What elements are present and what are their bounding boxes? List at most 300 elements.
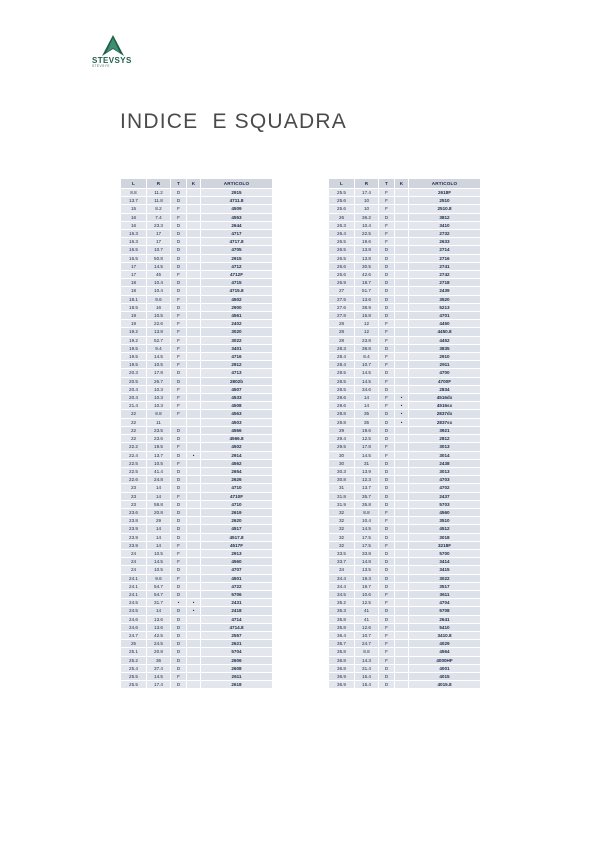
- cell-value: 15.8: [355, 312, 379, 320]
- cell-articolo: 4001: [409, 664, 481, 672]
- cell-value: 28: [329, 320, 355, 328]
- cell-value: [187, 410, 201, 418]
- cell-value: D: [171, 476, 187, 484]
- cell-articolo: 2402: [201, 320, 273, 328]
- cell-value: 10.5: [147, 361, 171, 369]
- cell-value: [187, 492, 201, 500]
- cell-value: [187, 476, 201, 484]
- cell-value: F: [379, 402, 395, 410]
- table-row: [329, 230, 481, 238]
- cell-value: 17: [121, 271, 147, 279]
- cell-articolo: 4717.8: [201, 238, 273, 246]
- cell-value: 16.5: [121, 246, 147, 254]
- cell-value: D: [171, 533, 187, 541]
- cell-value: 19.5: [147, 443, 171, 451]
- cell-value: [187, 656, 201, 664]
- table-row: [121, 549, 273, 557]
- cell-value: 33.8: [355, 549, 379, 557]
- cell-value: F: [379, 631, 395, 639]
- cell-articolo: 3517: [409, 582, 481, 590]
- table-row: [121, 681, 273, 689]
- cell-articolo: 2510.8: [409, 205, 481, 213]
- cell-value: [395, 271, 409, 279]
- cell-value: D: [379, 279, 395, 287]
- cell-value: F: [379, 221, 395, 229]
- cell-articolo: 2837dx: [409, 410, 481, 418]
- cell-value: 14: [147, 541, 171, 549]
- cell-value: [395, 525, 409, 533]
- cell-value: F: [379, 353, 395, 361]
- cell-value: 13.7: [121, 197, 147, 205]
- cell-articolo: 2510: [409, 197, 481, 205]
- cell-value: 35.3: [329, 607, 355, 615]
- cell-value: [395, 189, 409, 197]
- cell-value: D: [379, 672, 395, 680]
- table-row: [121, 254, 273, 262]
- cell-articolo: 4562: [201, 459, 273, 467]
- cell-value: 13.8: [147, 328, 171, 336]
- cell-value: 9.6: [147, 295, 171, 303]
- cell-value: [395, 205, 409, 213]
- cell-value: [187, 664, 201, 672]
- table-row: [121, 500, 273, 508]
- cell-value: 12.5: [355, 599, 379, 607]
- cell-value: F: [379, 230, 395, 238]
- table-row: [329, 361, 481, 369]
- table-row: [121, 377, 273, 385]
- table-row: [121, 648, 273, 656]
- cell-value: [395, 287, 409, 295]
- table-row: [121, 631, 273, 639]
- cell-value: •: [395, 418, 409, 426]
- table-row: [329, 517, 481, 525]
- cell-articolo: 3401: [201, 344, 273, 352]
- table-row: [121, 303, 273, 311]
- table-row: [121, 189, 273, 197]
- cell-value: 26.3: [329, 221, 355, 229]
- cell-articolo: 2641: [409, 615, 481, 623]
- cell-value: 31.8: [329, 492, 355, 500]
- table-row: [121, 484, 273, 492]
- table-row: [121, 558, 273, 566]
- index-table-right: [328, 178, 480, 689]
- cell-articolo: 4512: [409, 525, 481, 533]
- table-row: [121, 451, 273, 459]
- cell-value: 24: [121, 558, 147, 566]
- cell-value: [395, 599, 409, 607]
- cell-value: 28.5: [329, 377, 355, 385]
- cell-value: D: [171, 230, 187, 238]
- cell-value: D: [379, 287, 395, 295]
- cell-value: 26.7: [147, 377, 171, 385]
- cell-value: D: [379, 385, 395, 393]
- cell-articolo: 2732: [409, 230, 481, 238]
- cell-value: 14: [355, 402, 379, 410]
- cell-value: 14: [147, 484, 171, 492]
- cell-value: D: [171, 500, 187, 508]
- cell-articolo: 2802b: [201, 377, 273, 385]
- table-row: [329, 246, 481, 254]
- table-row: [329, 566, 481, 574]
- cell-articolo: 4502: [201, 295, 273, 303]
- cell-value: 23.8: [355, 336, 379, 344]
- cell-articolo: 4714.8: [201, 623, 273, 631]
- cell-value: F: [171, 312, 187, 320]
- table-row: [329, 549, 481, 557]
- cell-value: [187, 254, 201, 262]
- cell-value: D: [171, 303, 187, 311]
- cell-value: D: [379, 549, 395, 557]
- table-header-row: [329, 179, 481, 189]
- cell-value: D: [379, 476, 395, 484]
- table-row: [121, 467, 273, 475]
- cell-value: [395, 197, 409, 205]
- cell-value: 17.8: [355, 443, 379, 451]
- table-row: [329, 541, 481, 549]
- cell-articolo: 4015: [409, 672, 481, 680]
- cell-value: F: [171, 541, 187, 549]
- cell-value: F: [379, 599, 395, 607]
- logo-tagline: STEVSYS: [92, 64, 110, 68]
- cell-value: [187, 459, 201, 467]
- table-row: [329, 525, 481, 533]
- table-row: [329, 328, 481, 336]
- cell-value: [187, 623, 201, 631]
- table-row: [121, 426, 273, 434]
- cell-value: 10.4: [355, 221, 379, 229]
- cell-articolo: 2912: [201, 361, 273, 369]
- table-row: [329, 681, 481, 689]
- cell-value: 25.5: [121, 681, 147, 689]
- cell-value: 27.6: [329, 303, 355, 311]
- cell-value: 22: [121, 410, 147, 418]
- cell-value: F: [171, 295, 187, 303]
- cell-value: 13.6: [147, 623, 171, 631]
- cell-value: 51.7: [355, 287, 379, 295]
- cell-value: 24.7: [121, 631, 147, 639]
- cell-articolo: 2418: [201, 607, 273, 615]
- cell-articolo: 2910: [409, 353, 481, 361]
- cell-value: D: [379, 418, 395, 426]
- table-row: [121, 582, 273, 590]
- cell-value: [187, 484, 201, 492]
- cell-value: 22.4: [121, 451, 147, 459]
- table-row: [329, 656, 481, 664]
- cell-value: F: [379, 197, 395, 205]
- cell-value: [395, 238, 409, 246]
- cell-value: D: [171, 664, 187, 672]
- cell-value: D: [379, 426, 395, 434]
- cell-value: [187, 246, 201, 254]
- cell-articolo: 2834: [409, 385, 481, 393]
- table-row: [329, 344, 481, 352]
- cell-value: 12: [355, 320, 379, 328]
- cell-value: 10.3: [147, 402, 171, 410]
- cell-value: 10.4: [355, 517, 379, 525]
- cell-value: 22: [121, 418, 147, 426]
- cell-articolo: 2633: [409, 238, 481, 246]
- cell-value: 31.7: [147, 599, 171, 607]
- cell-value: [187, 328, 201, 336]
- cell-value: 22.5: [355, 230, 379, 238]
- cell-value: 52.7: [147, 336, 171, 344]
- table-row: [121, 197, 273, 205]
- cell-articolo: 2644: [201, 221, 273, 229]
- table-row: [329, 664, 481, 672]
- cell-value: 16: [121, 221, 147, 229]
- cell-value: [395, 484, 409, 492]
- table-row: [329, 492, 481, 500]
- cell-value: 41: [355, 615, 379, 623]
- cell-value: [395, 353, 409, 361]
- cell-value: 13.7: [355, 484, 379, 492]
- cell-articolo: 4707: [201, 566, 273, 574]
- cell-value: 27.8: [329, 312, 355, 320]
- cell-value: 23.3: [147, 221, 171, 229]
- cell-value: 14.5: [355, 377, 379, 385]
- cell-value: D: [171, 590, 187, 598]
- cell-value: D: [171, 508, 187, 516]
- cell-value: [187, 574, 201, 582]
- cell-value: D: [171, 566, 187, 574]
- cell-value: F: [171, 492, 187, 500]
- cell-value: D: [171, 517, 187, 525]
- cell-value: F: [379, 238, 395, 246]
- table-row: [329, 197, 481, 205]
- cell-value: 42.6: [355, 271, 379, 279]
- cell-value: [187, 238, 201, 246]
- cell-articolo: 4560: [201, 558, 273, 566]
- cell-articolo: 4509: [201, 205, 273, 213]
- cell-articolo: 4560: [409, 508, 481, 516]
- table-row: [121, 656, 273, 664]
- cell-articolo: 4702: [409, 484, 481, 492]
- cell-value: 24.1: [121, 574, 147, 582]
- cell-value: •: [171, 599, 187, 607]
- cell-value: [187, 648, 201, 656]
- cell-value: 14.3: [355, 656, 379, 664]
- cell-value: 14.5: [355, 369, 379, 377]
- logo-mark-icon: [100, 34, 126, 58]
- cell-value: 38.8: [355, 344, 379, 352]
- cell-value: 20.8: [147, 508, 171, 516]
- cell-value: 23.6: [121, 508, 147, 516]
- cell-value: 8.8: [147, 410, 171, 418]
- cell-value: [187, 353, 201, 361]
- cell-articolo: 5700: [409, 549, 481, 557]
- cell-value: [395, 508, 409, 516]
- column-header-r: R: [355, 179, 379, 189]
- cell-value: 14.8: [355, 558, 379, 566]
- cell-value: 11: [147, 418, 171, 426]
- cell-articolo: 4508: [201, 402, 273, 410]
- table-row: [329, 443, 481, 451]
- table-row: [121, 541, 273, 549]
- cell-value: 24: [121, 549, 147, 557]
- cell-value: F: [379, 590, 395, 598]
- cell-value: 19.2: [121, 336, 147, 344]
- cell-value: D: [171, 262, 187, 270]
- page-title: INDICE E SQUADRA: [120, 110, 347, 133]
- cell-value: 35.8: [329, 648, 355, 656]
- cell-value: [395, 312, 409, 320]
- cell-articolo: 2621: [201, 640, 273, 648]
- cell-value: [171, 418, 187, 426]
- cell-value: 29: [147, 517, 171, 525]
- cell-value: D: [379, 681, 395, 689]
- cell-value: D: [379, 484, 395, 492]
- cell-articolo: 4450: [409, 320, 481, 328]
- cell-value: 19.5: [121, 353, 147, 361]
- cell-value: [395, 295, 409, 303]
- table-row: [329, 484, 481, 492]
- cell-value: [395, 230, 409, 238]
- cell-articolo: 4000HF: [409, 656, 481, 664]
- cell-value: 16: [121, 213, 147, 221]
- cell-value: [395, 467, 409, 475]
- cell-value: 13.9: [355, 467, 379, 475]
- cell-value: 28.4: [329, 353, 355, 361]
- cell-value: [187, 205, 201, 213]
- cell-value: [187, 320, 201, 328]
- table-row: [329, 435, 481, 443]
- cell-value: 32: [329, 541, 355, 549]
- table-row: [329, 582, 481, 590]
- cell-value: 13.7: [147, 451, 171, 459]
- cell-value: D: [379, 213, 395, 221]
- cell-articolo: 4517: [201, 525, 273, 533]
- cell-value: [395, 582, 409, 590]
- cell-articolo: 2716: [409, 254, 481, 262]
- cell-value: [187, 197, 201, 205]
- cell-articolo: 4553: [201, 213, 273, 221]
- cell-value: 28.5: [329, 369, 355, 377]
- cell-value: F: [379, 656, 395, 664]
- cell-value: [395, 541, 409, 549]
- cell-articolo: 4705: [201, 246, 273, 254]
- cell-value: 28.8: [329, 418, 355, 426]
- cell-value: 11.8: [147, 197, 171, 205]
- cell-value: [187, 402, 201, 410]
- table-row: [329, 385, 481, 393]
- cell-value: [395, 262, 409, 270]
- table-row: [121, 353, 273, 361]
- table-row: [329, 279, 481, 287]
- cell-articolo: 2620: [201, 517, 273, 525]
- cell-value: 12: [355, 328, 379, 336]
- cell-value: 30.3: [329, 467, 355, 475]
- column-header-l: L: [121, 179, 147, 189]
- cell-value: 24.8: [147, 476, 171, 484]
- cell-value: [395, 492, 409, 500]
- cell-value: 41: [355, 607, 379, 615]
- cell-value: D: [171, 279, 187, 287]
- cell-value: D: [379, 312, 395, 320]
- cell-value: 29.4: [329, 435, 355, 443]
- cell-articolo: 2714: [409, 246, 481, 254]
- cell-value: F: [379, 640, 395, 648]
- cell-value: F: [379, 336, 395, 344]
- cell-value: 28: [329, 328, 355, 336]
- cell-value: [395, 574, 409, 582]
- cell-articolo: 3415: [409, 566, 481, 574]
- cell-value: •: [187, 451, 201, 459]
- cell-value: 26.5: [329, 238, 355, 246]
- cell-value: D: [379, 262, 395, 270]
- cell-value: F: [171, 385, 187, 393]
- cell-value: [187, 377, 201, 385]
- cell-value: [187, 615, 201, 623]
- cell-articolo: 4701: [409, 312, 481, 320]
- cell-value: [187, 582, 201, 590]
- cell-value: [187, 279, 201, 287]
- cell-value: 25: [121, 640, 147, 648]
- cell-articolo: 2619: [201, 508, 273, 516]
- cell-value: D: [379, 254, 395, 262]
- cell-value: 17.5: [355, 541, 379, 549]
- cell-value: D: [379, 467, 395, 475]
- cell-articolo: 4715.8: [201, 287, 273, 295]
- cell-value: [187, 672, 201, 680]
- cell-value: 32: [329, 525, 355, 533]
- cell-articolo: 2900: [201, 303, 273, 311]
- cell-value: 17.5: [355, 533, 379, 541]
- cell-value: 34.4: [329, 582, 355, 590]
- cell-value: 35.7: [355, 492, 379, 500]
- cell-value: D: [171, 615, 187, 623]
- cell-value: 10.7: [147, 246, 171, 254]
- table-row: [329, 295, 481, 303]
- cell-value: D: [379, 369, 395, 377]
- cell-value: 23: [121, 500, 147, 508]
- cell-value: [187, 426, 201, 434]
- cell-value: 8.8: [121, 189, 147, 197]
- cell-value: [187, 394, 201, 402]
- cell-value: D: [379, 607, 395, 615]
- table-row: [329, 254, 481, 262]
- cell-value: [395, 615, 409, 623]
- cell-value: F: [379, 189, 395, 197]
- cell-articolo: 4722: [201, 582, 273, 590]
- cell-value: 26.5: [329, 254, 355, 262]
- cell-value: 27.5: [329, 295, 355, 303]
- cell-value: F: [171, 443, 187, 451]
- cell-value: [187, 525, 201, 533]
- cell-value: F: [379, 623, 395, 631]
- table-row: [121, 664, 273, 672]
- cell-value: 29.5: [329, 443, 355, 451]
- cell-value: [395, 328, 409, 336]
- cell-value: [187, 262, 201, 270]
- cell-value: 10: [355, 205, 379, 213]
- cell-value: 10.3: [147, 394, 171, 402]
- cell-value: [395, 336, 409, 344]
- cell-articolo: 2718: [409, 279, 481, 287]
- table-row: [121, 640, 273, 648]
- cell-value: 14: [147, 607, 171, 615]
- cell-value: 14.5: [147, 672, 171, 680]
- cell-value: D: [379, 459, 395, 467]
- cell-value: 19: [121, 320, 147, 328]
- table-row: [121, 517, 273, 525]
- cell-articolo: 2438: [409, 459, 481, 467]
- cell-articolo: 2437: [409, 492, 481, 500]
- cell-value: •: [395, 402, 409, 410]
- cell-value: 12.6: [355, 623, 379, 631]
- cell-value: 14: [147, 533, 171, 541]
- cell-value: •: [395, 410, 409, 418]
- cell-articolo: 4517F: [201, 541, 273, 549]
